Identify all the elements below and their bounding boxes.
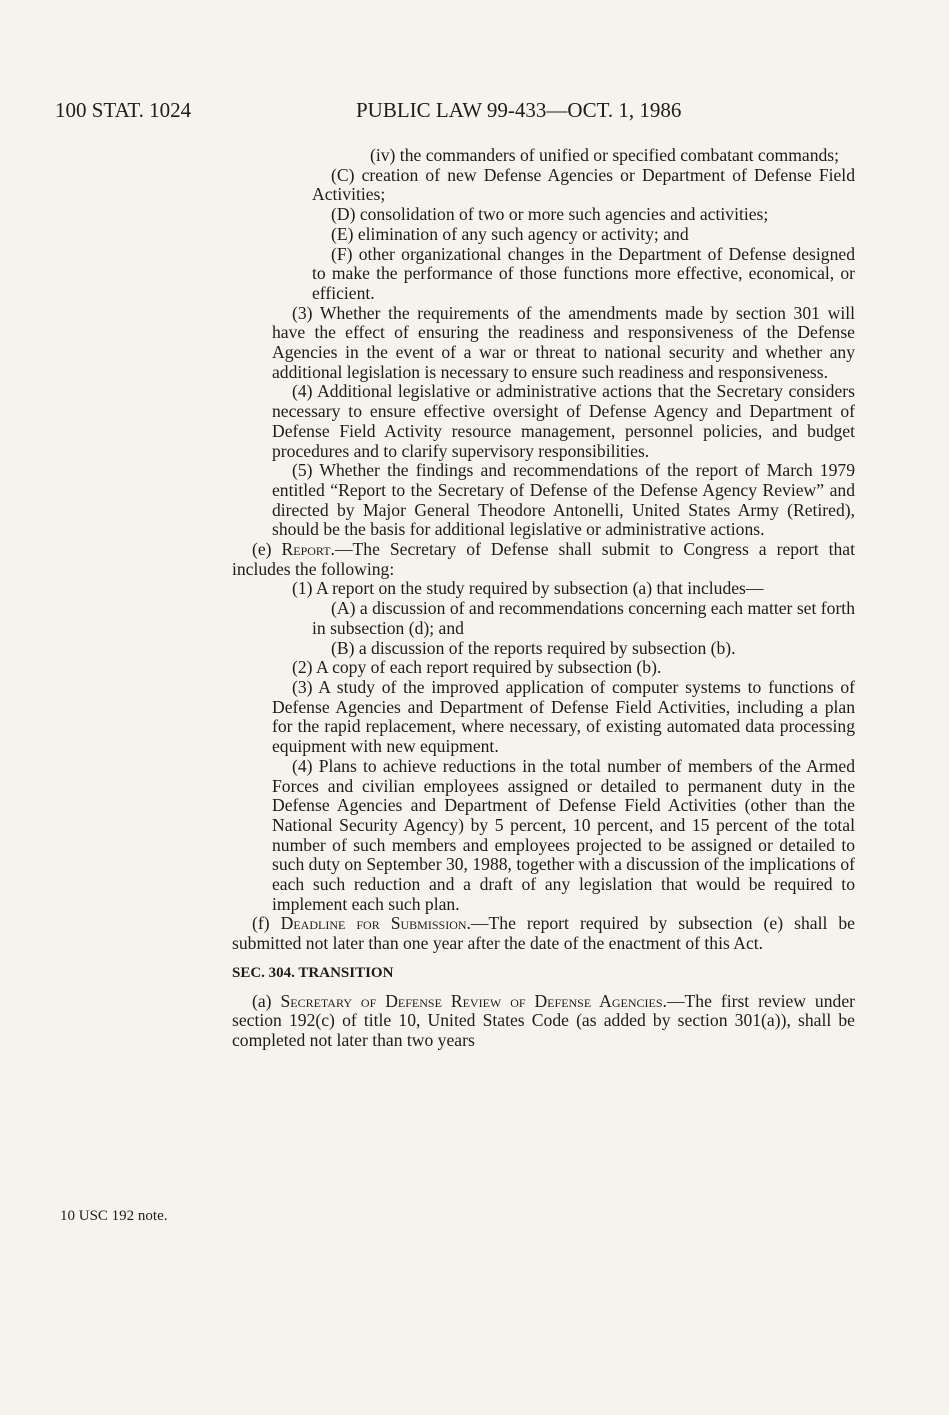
paragraph-iv: (iv) the commanders of unified or specified combatant commands; — [370, 145, 840, 165]
paragraph-f: (F) other organizational changes in the Department of Defense designed to make the performance of those functions more effective, economical, or efficient. — [312, 243, 855, 303]
page-title: PUBLIC LAW 99-433—OCT. 1, 1986 — [356, 98, 682, 122]
subsection-f-heading: Deadline for Submission — [280, 913, 467, 934]
paragraph-e1b: (B) a discussion of the reports required by subsection (b). — [331, 637, 736, 658]
section-304-a-heading: Secretary of Defense Review of Defense Agencies — [280, 990, 663, 1011]
subsection-e-text: .—The Secretary of Defense shall submit to Congress a report that includes the following: — [232, 539, 855, 579]
paragraph-4: (4) Additional legislative or administrative actions that the Secretary considers necessary to ensure effective oversight of Defense Agency and Department of Defense Field Activity resource management, personnel policies, and budget procedures and to clarify supervisory responsibilities. — [272, 381, 855, 461]
margin-note-usc: 10 USC 192 note. — [60, 1208, 168, 1224]
section-304-a-text: .—The first review under section 192(c) of title 10, United States Code (as added by section 301(a)), shall be completed not later than two years — [232, 990, 855, 1050]
paragraph-e3: (3) A study of the improved application of computer systems to functions of Defense Agencies and Department of Defense Field Activities, including a plan for the rapid replacement, where necessary, of existing automated data processing equipment with new equipment. — [272, 676, 855, 757]
document-body — [232, 146, 855, 1051]
paragraph-d: (D) consolidation of two or more such agencies and activities; — [331, 204, 769, 225]
subsection-f-text: .—The report required by subsection (e) shall be submitted not later than one year after the date of the enactment of this Act. — [232, 913, 855, 954]
paragraph-e2: (2) A copy of each report required by subsection (b). — [292, 657, 662, 678]
subsection-e-heading: Report — [281, 539, 331, 560]
paragraph-e1a: (A) a discussion of and recommendations concerning each matter set forth in subsection (d); and — [312, 598, 855, 638]
paragraph-c: (C) creation of new Defense Agencies or Department of Defense Field Activities; — [312, 164, 855, 205]
paragraph-3: (3) Whether the requirements of the amendments made by section 301 will have the effect of ensuring the readiness and responsiveness of the Defense Agencies in the event of a war or threat to national security and whether any additional legislation is necessary to ensure such readiness and responsiveness. — [272, 302, 855, 382]
page-number: 100 STAT. 1024 — [55, 98, 192, 122]
paragraph-e: (E) elimination of any such agency or activity; and — [331, 223, 689, 244]
subsection-e-lead: (e) — [252, 539, 282, 560]
paragraph-5: (5) Whether the findings and recommendations of the report of March 1979 entitled “Report to the Secretary of Defense of the Defense Agency Review” and directed by Major General Theodore Antonelli, United States Army (Retired), should be the basis for additional legislative or administrative actions. — [272, 460, 855, 540]
section-304-a-lead: (a) — [252, 990, 281, 1011]
section-304-a — [232, 992, 855, 1051]
section-heading: SEC. 304. TRANSITION — [232, 964, 394, 981]
subsection-f — [232, 914, 855, 953]
paragraph-e1: (1) A report on the study required by subsection (a) that includes— — [292, 578, 764, 599]
subsection-f-lead: (f) — [252, 913, 281, 934]
subsection-e — [232, 540, 855, 579]
paragraph-e4: (4) Plans to achieve reductions in the total number of members of the Armed Forces and civilian employees assigned or detailed to permanent duty in the Defense Agencies and Department of Defense Field Activities (other than the National Security Agency) by 5 percent, 10 percent, and 15 percent of the total number of such members and employees projected to be assigned or detailed to such duty on September 30, 1988, together with a discussion of the implications of each such reduction and a draft of any legislation that would be required to implement each such plan. — [272, 755, 855, 914]
